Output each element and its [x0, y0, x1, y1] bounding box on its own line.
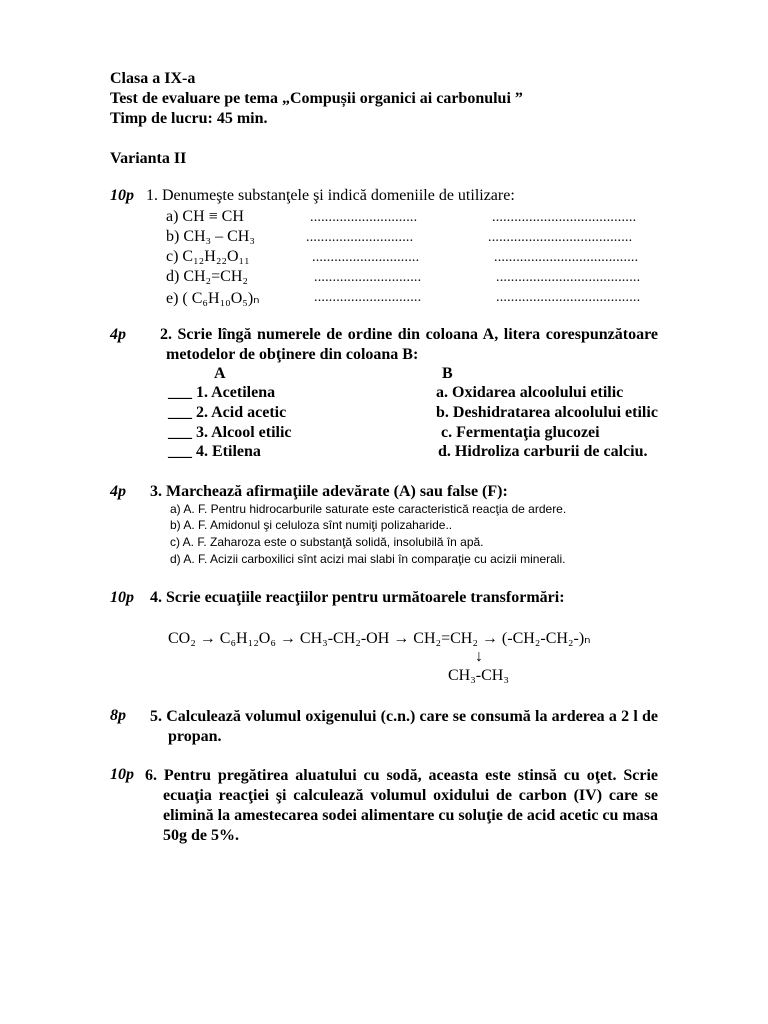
q1-item-a: a) CH ≡ CH: [166, 208, 244, 225]
q2-column-b-heading: B: [442, 365, 453, 382]
q3-statement: c) A. F. Zaharoza este o substanţă solidă, insolubilă în apă.: [170, 535, 484, 549]
q3-points: 4p: [110, 483, 126, 500]
variant-label: Varianta II: [110, 150, 187, 167]
q1-points: 10p: [110, 187, 134, 204]
q2-left-item: ___ 3. Alcool etilic: [168, 424, 292, 441]
time-limit: Timp de lucru: 45 min.: [110, 110, 268, 127]
q1-item-a-dots1: .............................: [310, 210, 418, 225]
q3-statement: d) A. F. Acizii carboxilici sînt acizi mai slabi în comparaţie cu acizii minerali.: [170, 552, 566, 566]
q1-item-b-dots1: .............................: [306, 230, 414, 245]
q2-left-item: ___ 2. Acid acetic: [168, 404, 287, 421]
q2-points: 4p: [110, 326, 126, 343]
q4-reaction-chain: CO₂ → C₆H₁₂O₆ → CH₃-CH₂-OH → CH₂=CH₂ → (-CH₂-CH₂-)ₙ: [168, 630, 591, 647]
q2-right-item: d. Hidroliza carburii de calciu.: [438, 443, 648, 460]
q3-text: 3. Marchează afirmaţiile adevărate (A) sau false (F):: [150, 483, 508, 500]
q2-left-item: ___ 1. Acetilena: [168, 384, 276, 401]
q1-item-d-dots1: .............................: [314, 270, 422, 285]
q1-item-c-dots1: .............................: [312, 250, 420, 265]
q2-right-item: b. Deshidratarea alcoolului etilic: [436, 404, 658, 421]
q1-item-e: e) ( C₆H₁₀O₅)ₙ: [166, 290, 260, 307]
q1-item-e-dots2: .......................................: [496, 290, 641, 305]
q6-points: 10p: [110, 766, 134, 783]
class-heading: Clasa a IX-a: [110, 70, 196, 87]
q1-item-d-dots2: .......................................: [496, 270, 641, 285]
q1-item-c: c) C₁₂H₂₂O₁₁: [166, 248, 250, 265]
q6-text: 6. Pentru pregătirea aluatului cu sodă, aceasta este stinsă cu oţet. Scrie ecuaţia reacţiei şi calculează volumul oxidului de carbon (IV) care se elimină la amestecarea sodei alimentare cu soluţie de acid acetic cu masa 50g de 5%.: [145, 767, 658, 844]
q2-left-item: ___ 4. Etilena: [168, 443, 261, 460]
q2-column-a-heading: A: [214, 365, 226, 382]
q2-right-item: a. Oxidarea alcoolului etilic: [436, 384, 624, 401]
q3-statement: a) A. F. Pentru hidrocarburile saturate este caracteristică reacţia de ardere.: [170, 502, 567, 516]
q1-item-b-dots2: .......................................: [488, 230, 633, 245]
q1-item-d: d) CH₂=CH₂: [166, 268, 248, 285]
q6-text-wrap: [145, 766, 658, 846]
q1-item-a-dots2: .......................................: [492, 210, 637, 225]
q5-points: 8p: [110, 707, 126, 724]
q4-branch-product: CH₃-CH₃: [448, 667, 509, 684]
q2-text-line1: 2. Scrie lîngă numerele de ordine din coloana A, litera corespunzătoare: [160, 326, 658, 343]
q1-item-b: b) CH₃ – CH₃: [166, 228, 255, 245]
q5-text: 5. Calculează volumul oxigenului (c.n.) care se consumă la arderea a 2 l de propan.: [150, 708, 658, 745]
q1-item-e-dots1: .............................: [314, 290, 422, 305]
q1-item-c-dots2: .......................................: [494, 250, 639, 265]
test-title: Test de evaluare pe tema „Compușii organici ai carbonului ”: [110, 90, 523, 107]
q1-text: 1. Denumeşte substanţele şi indică domeniile de utilizare:: [146, 187, 515, 204]
q4-points: 10p: [110, 589, 134, 606]
q2-right-item: c. Fermentaţia glucozei: [441, 424, 600, 441]
down-arrow-icon: ↓: [475, 648, 483, 665]
q4-text: 4. Scrie ecuaţiile reacţiilor pentru următoarele transformări:: [150, 589, 565, 606]
q5-text-wrap: [150, 707, 658, 747]
q3-statement: b) A. F. Amidonul şi celuloza sînt numiţi polizaharide..: [170, 518, 453, 532]
q2-text-line2: metodelor de obţinere din coloana B:: [166, 346, 419, 363]
